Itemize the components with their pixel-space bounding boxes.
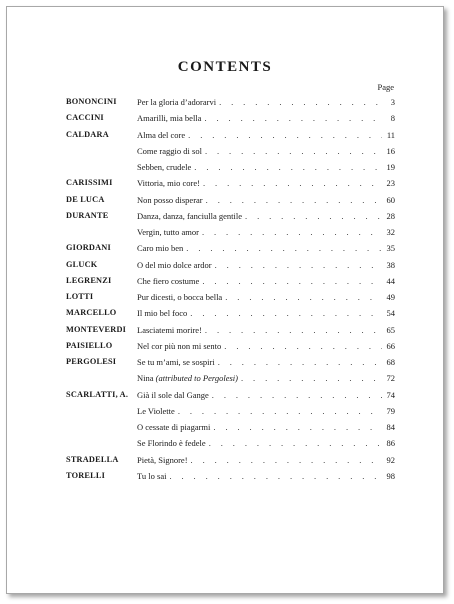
dot-leader <box>245 211 382 221</box>
page-number: 98 <box>386 470 395 481</box>
toc-row <box>7 339 443 355</box>
song-title-text: Tu lo sai <box>137 470 167 481</box>
toc-row <box>7 209 443 225</box>
page-number: 66 <box>386 340 395 351</box>
song-title <box>137 292 222 302</box>
composer-name: TORELLI <box>66 470 106 480</box>
song-entry <box>137 260 385 270</box>
song-entry <box>137 146 385 156</box>
toc-row <box>7 193 443 209</box>
composer-name: MONTEVERDI <box>66 324 127 334</box>
dot-leader <box>186 243 382 253</box>
song-title <box>137 243 183 253</box>
toc-row <box>7 95 443 111</box>
song-entry <box>137 162 385 172</box>
song-title-text: Vergin, tutto amor <box>137 227 199 237</box>
contents-list <box>7 95 443 485</box>
toc-row <box>7 323 443 339</box>
page-number: 35 <box>386 243 395 254</box>
song-title-text: Se tu m’ami, se sospiri <box>137 357 215 367</box>
song-title <box>137 357 215 367</box>
composer-name: LEGRENZI <box>66 275 112 285</box>
song-entry <box>137 438 385 448</box>
composer-name: CACCINI <box>66 113 104 123</box>
song-entry <box>137 227 385 237</box>
toc-row <box>7 355 443 371</box>
song-title-text: Pur dicesti, o bocca bella <box>137 292 223 302</box>
song-title-note: (attributed to Pergolesi) <box>155 373 238 384</box>
dot-leader <box>213 422 382 432</box>
page-number: 65 <box>386 324 395 335</box>
song-entry <box>137 373 385 383</box>
song-title-text: Sebben, crudele <box>137 162 192 172</box>
song-entry <box>137 455 385 465</box>
page-number: 84 <box>386 422 395 432</box>
toc-row <box>7 453 443 469</box>
song-title-text: Lasciatemi morire! <box>137 324 202 335</box>
song-entry <box>137 390 385 400</box>
toc-row <box>7 241 443 257</box>
page-number: 74 <box>386 389 395 400</box>
song-title <box>137 113 201 123</box>
song-title <box>137 438 206 448</box>
song-title <box>137 146 202 156</box>
toc-row <box>7 371 443 387</box>
page-number: 49 <box>386 292 395 302</box>
toc-row <box>7 144 443 160</box>
page-number: 79 <box>386 405 395 416</box>
toc-row <box>7 258 443 274</box>
page-number: 54 <box>386 308 395 319</box>
toc-row <box>7 290 443 306</box>
song-title-text: Già il sole dal Gange <box>137 389 209 400</box>
song-title <box>137 276 199 286</box>
song-entry <box>137 243 385 253</box>
dot-leader <box>206 195 382 205</box>
song-entry <box>137 113 385 123</box>
song-title <box>137 422 210 432</box>
song-title <box>137 178 200 188</box>
dot-leader <box>204 113 382 123</box>
dot-leader <box>205 325 382 335</box>
dot-leader <box>169 471 382 481</box>
page-number: 44 <box>386 275 395 286</box>
dot-leader <box>215 260 382 270</box>
page-number: 19 <box>386 162 395 172</box>
page-number: 32 <box>386 227 395 237</box>
song-entry <box>137 308 385 318</box>
song-title-text: Che fiero costume <box>137 275 200 286</box>
song-title <box>137 455 188 465</box>
dot-leader <box>218 357 382 367</box>
song-title-text: Come raggio di sol <box>137 145 202 156</box>
song-entry <box>137 97 385 107</box>
song-title <box>137 227 199 237</box>
song-title-text: O cessate di piagarmi <box>137 422 211 432</box>
song-entry <box>137 357 385 367</box>
composer-name: BONONCINI <box>66 97 117 106</box>
song-title <box>137 162 191 172</box>
song-title-text: Se Florindo è fedele <box>137 438 206 449</box>
composer-name: GLUCK <box>66 259 98 269</box>
song-title-text: O del mio dolce ardor <box>137 259 212 270</box>
dot-leader <box>241 373 382 383</box>
page-number: 11 <box>386 129 395 140</box>
song-title-text: Per la gloria d’adorarvi <box>137 97 217 107</box>
dot-leader <box>224 341 382 351</box>
song-title-text: Vittoria, mio core! <box>137 178 200 189</box>
toc-row <box>7 404 443 420</box>
toc-row <box>7 225 443 241</box>
toc-row <box>7 436 443 452</box>
song-entry <box>137 471 385 481</box>
dot-leader <box>178 406 382 416</box>
song-title <box>137 471 166 481</box>
dot-leader <box>191 455 382 465</box>
song-entry <box>137 422 385 432</box>
dot-leader <box>219 97 382 107</box>
song-entry <box>137 178 385 188</box>
composer-name: PERGOLESI <box>66 357 117 366</box>
dot-leader <box>194 162 382 172</box>
toc-row <box>7 388 443 404</box>
composer-name: PAISIELLO <box>66 340 113 350</box>
song-entry <box>137 406 385 416</box>
song-title <box>137 97 216 107</box>
page-title: CONTENTS <box>177 59 273 75</box>
song-title <box>137 195 203 205</box>
dot-leader <box>202 276 382 286</box>
page-number: 38 <box>386 259 395 270</box>
toc-row <box>7 111 443 127</box>
song-title <box>137 341 221 351</box>
composer-name: CARISSIMI <box>66 178 113 188</box>
page-number: 28 <box>386 210 395 221</box>
song-title-text: Nina <box>137 373 154 384</box>
toc-row <box>7 128 443 144</box>
toc-row <box>7 176 443 192</box>
song-title-text: Il mio bel foco <box>137 308 188 319</box>
toc-row <box>7 469 443 485</box>
composer-name: DE LUCA <box>66 194 105 204</box>
song-title-text: Amarilli, mia bella <box>137 113 202 124</box>
page-number: 72 <box>386 373 395 384</box>
song-title <box>137 325 202 335</box>
song-title <box>137 211 242 221</box>
song-title <box>137 130 185 140</box>
page-number: 86 <box>386 438 395 449</box>
song-entry <box>137 341 385 351</box>
song-entry <box>137 211 385 221</box>
dot-leader <box>212 390 382 400</box>
song-title-text: Danza, danza, fanciulla gentile <box>137 210 243 221</box>
page-number: 92 <box>386 454 395 465</box>
dot-leader <box>209 438 382 448</box>
composer-name: MARCELLO <box>66 308 117 318</box>
composer-name: DURANTE <box>66 210 109 220</box>
dot-leader <box>188 130 382 140</box>
page-number: 23 <box>386 178 395 189</box>
composer-name: LOTTI <box>66 292 94 301</box>
page-number: 16 <box>386 145 395 156</box>
song-entry <box>137 292 385 302</box>
composer-name: SCARLATTI, A. <box>66 389 129 399</box>
dot-leader <box>205 146 382 156</box>
composer-name: GIORDANI <box>66 243 111 253</box>
dot-leader <box>202 227 382 237</box>
song-entry <box>137 276 385 286</box>
composer-name: CALDARA <box>66 129 109 139</box>
page-number: 68 <box>386 357 395 367</box>
song-title <box>137 390 209 400</box>
song-title-text: Non posso disperar <box>137 194 203 205</box>
song-title-text: Nel cor più non mi sento <box>137 340 222 351</box>
toc-row <box>7 420 443 436</box>
song-title <box>137 308 187 318</box>
dot-leader <box>225 292 382 302</box>
song-entry <box>137 325 385 335</box>
toc-row <box>7 160 443 176</box>
song-title <box>137 406 175 416</box>
document-page <box>6 6 444 594</box>
toc-row <box>7 274 443 290</box>
page-column-header: Page <box>377 82 394 92</box>
composer-name: STRADELLA <box>66 454 119 464</box>
song-entry <box>137 195 385 205</box>
song-title-text: Pietà, Signore! <box>137 454 188 465</box>
song-title <box>137 260 212 270</box>
page-number: 8 <box>390 113 395 124</box>
page-number: 60 <box>386 194 395 205</box>
dot-leader <box>190 308 382 318</box>
page-number: 3 <box>390 97 395 107</box>
song-title <box>137 373 238 383</box>
song-title-text: Le Violette <box>137 405 175 416</box>
song-entry <box>137 130 385 140</box>
toc-row <box>7 306 443 322</box>
song-title-text: Caro mio ben <box>137 243 184 254</box>
song-title-text: Alma del core <box>137 129 186 140</box>
dot-leader <box>203 178 382 188</box>
